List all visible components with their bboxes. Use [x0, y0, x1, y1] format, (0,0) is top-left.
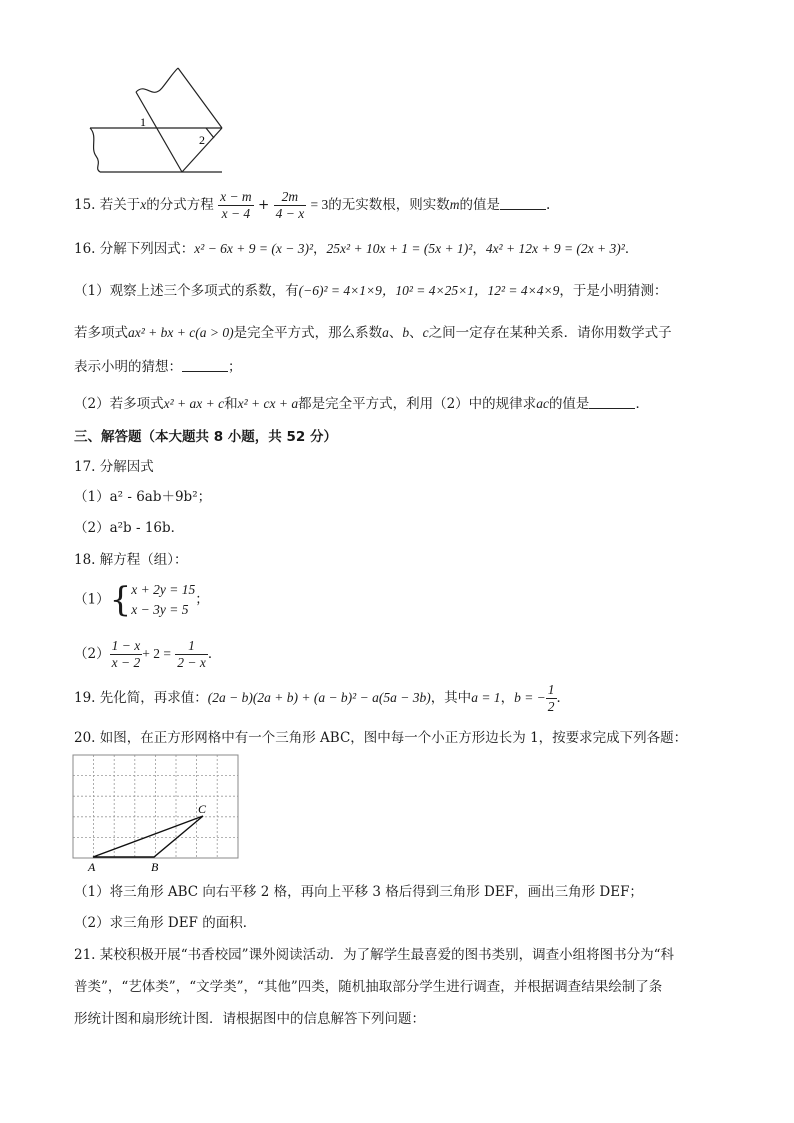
triangle-abc: [93, 816, 203, 857]
question-21-line-2: 普类”，“艺体类”，“文学类”，“其他”四类，随机抽取部分学生进行调查，并根据调查结果绘制了条: [74, 979, 663, 995]
answer-blank[interactable]: [589, 396, 635, 409]
parallel-strip-figure: [86, 64, 226, 178]
fraction: $\frac{1 - x}{x - 2}$: [111, 638, 141, 670]
question-20-part-1: （1）将三角形 ABC 向右平移 2 格，再向上平移 3 格后得到三角形 DEF，画出三角形 DEF；: [74, 884, 643, 900]
vertex-label-b: B: [151, 860, 159, 874]
angle-label-1: 1: [140, 115, 146, 129]
question-20-part-2: （2）求三角形 DEF 的面积．: [74, 915, 257, 931]
question-17-part-1: （1）a² - 6ab＋9b²；: [74, 489, 212, 505]
question-16-part-1: （1）观察上述三个多项式的系数，有(−6)² = 4×1×9，10² = 4×25×1，12² = 4×4×9，于是小明猜测：: [74, 283, 668, 299]
question-15: 15. 若关于x的分式方程 $\frac{x - m}{x - 4}$ + $\frac{2m}{4 - x}$ = 3的无实数根，则实数m的值是 .: [74, 189, 551, 221]
fraction: $\frac{x - m}{x - 4}$: [220, 189, 252, 221]
vertex-label-a: A: [88, 860, 96, 874]
question-17-part-2: （2）a²b - 16b．: [74, 520, 185, 536]
question-19: 19. 先化简，再求值：(2a − b)(2a + b) + (a − b)² − a(5a − 3b)，其中a = 1，b = − $\frac{1}{2}$ ．: [74, 682, 571, 714]
question-21-line-1: 21. 某校积极开展“书香校园”课外阅读活动．为了解学生最喜爱的图书类别，调查小组将图书分为“科: [74, 947, 674, 963]
question-16-part-1-cont: 若多项式ax² + bx + c(a > 0)是完全平方式，那么系数a、b、c之间一定存在某种关系．请你用数学式子: [74, 325, 672, 341]
question-18-part-2: （2） $\frac{1 - x}{x - 2}$ + 2 = $\frac{1}{2 - x}$ ．: [74, 638, 222, 670]
angle-label-2: 2: [199, 133, 205, 147]
grid-triangle-figure: [72, 754, 242, 876]
question-17: 17. 分解因式: [74, 459, 154, 475]
fraction: $\frac{1}{2}$: [547, 682, 555, 714]
question-18: 18. 解方程（组）：: [74, 552, 188, 568]
question-20: 20. 如图，在正方形网格中有一个三角形 ABC，图中每一个小正方形边长为 1，按要求完成下列各题：: [74, 730, 688, 746]
brace-icon: {: [109, 580, 132, 620]
answer-blank[interactable]: [182, 359, 228, 372]
question-16: 16. 分解下列因式：x² − 6x + 9 = (x − 3)²，25x² + 10x + 1 = (5x + 1)²，4x² + 12x + 9 = (2x + 3)²．: [74, 241, 639, 257]
vertex-label-c: C: [198, 802, 207, 816]
answer-blank[interactable]: [500, 197, 546, 210]
fraction: $\frac{2m}{4 - x}$: [275, 189, 305, 221]
question-16-part-1-answer: 表示小明的猜想： ；: [74, 359, 242, 375]
fraction: $\frac{1}{2 - x}$: [177, 638, 206, 670]
question-18-part-1: （1）{ x + 2y = 15 x − 3y = 5 ；: [74, 580, 209, 620]
question-21-line-3: 形统计图和扇形统计图．请根据图中的信息解答下列问题：: [74, 1011, 425, 1027]
question-16-part-2: （2）若多项式x² + ax + c和x² + cx + a都是完全平方式，利用（2）中的规律求ac的值是 ．: [74, 396, 649, 412]
section-heading: 三、解答题（本大题共 8 小题，共 52 分）: [74, 429, 337, 445]
